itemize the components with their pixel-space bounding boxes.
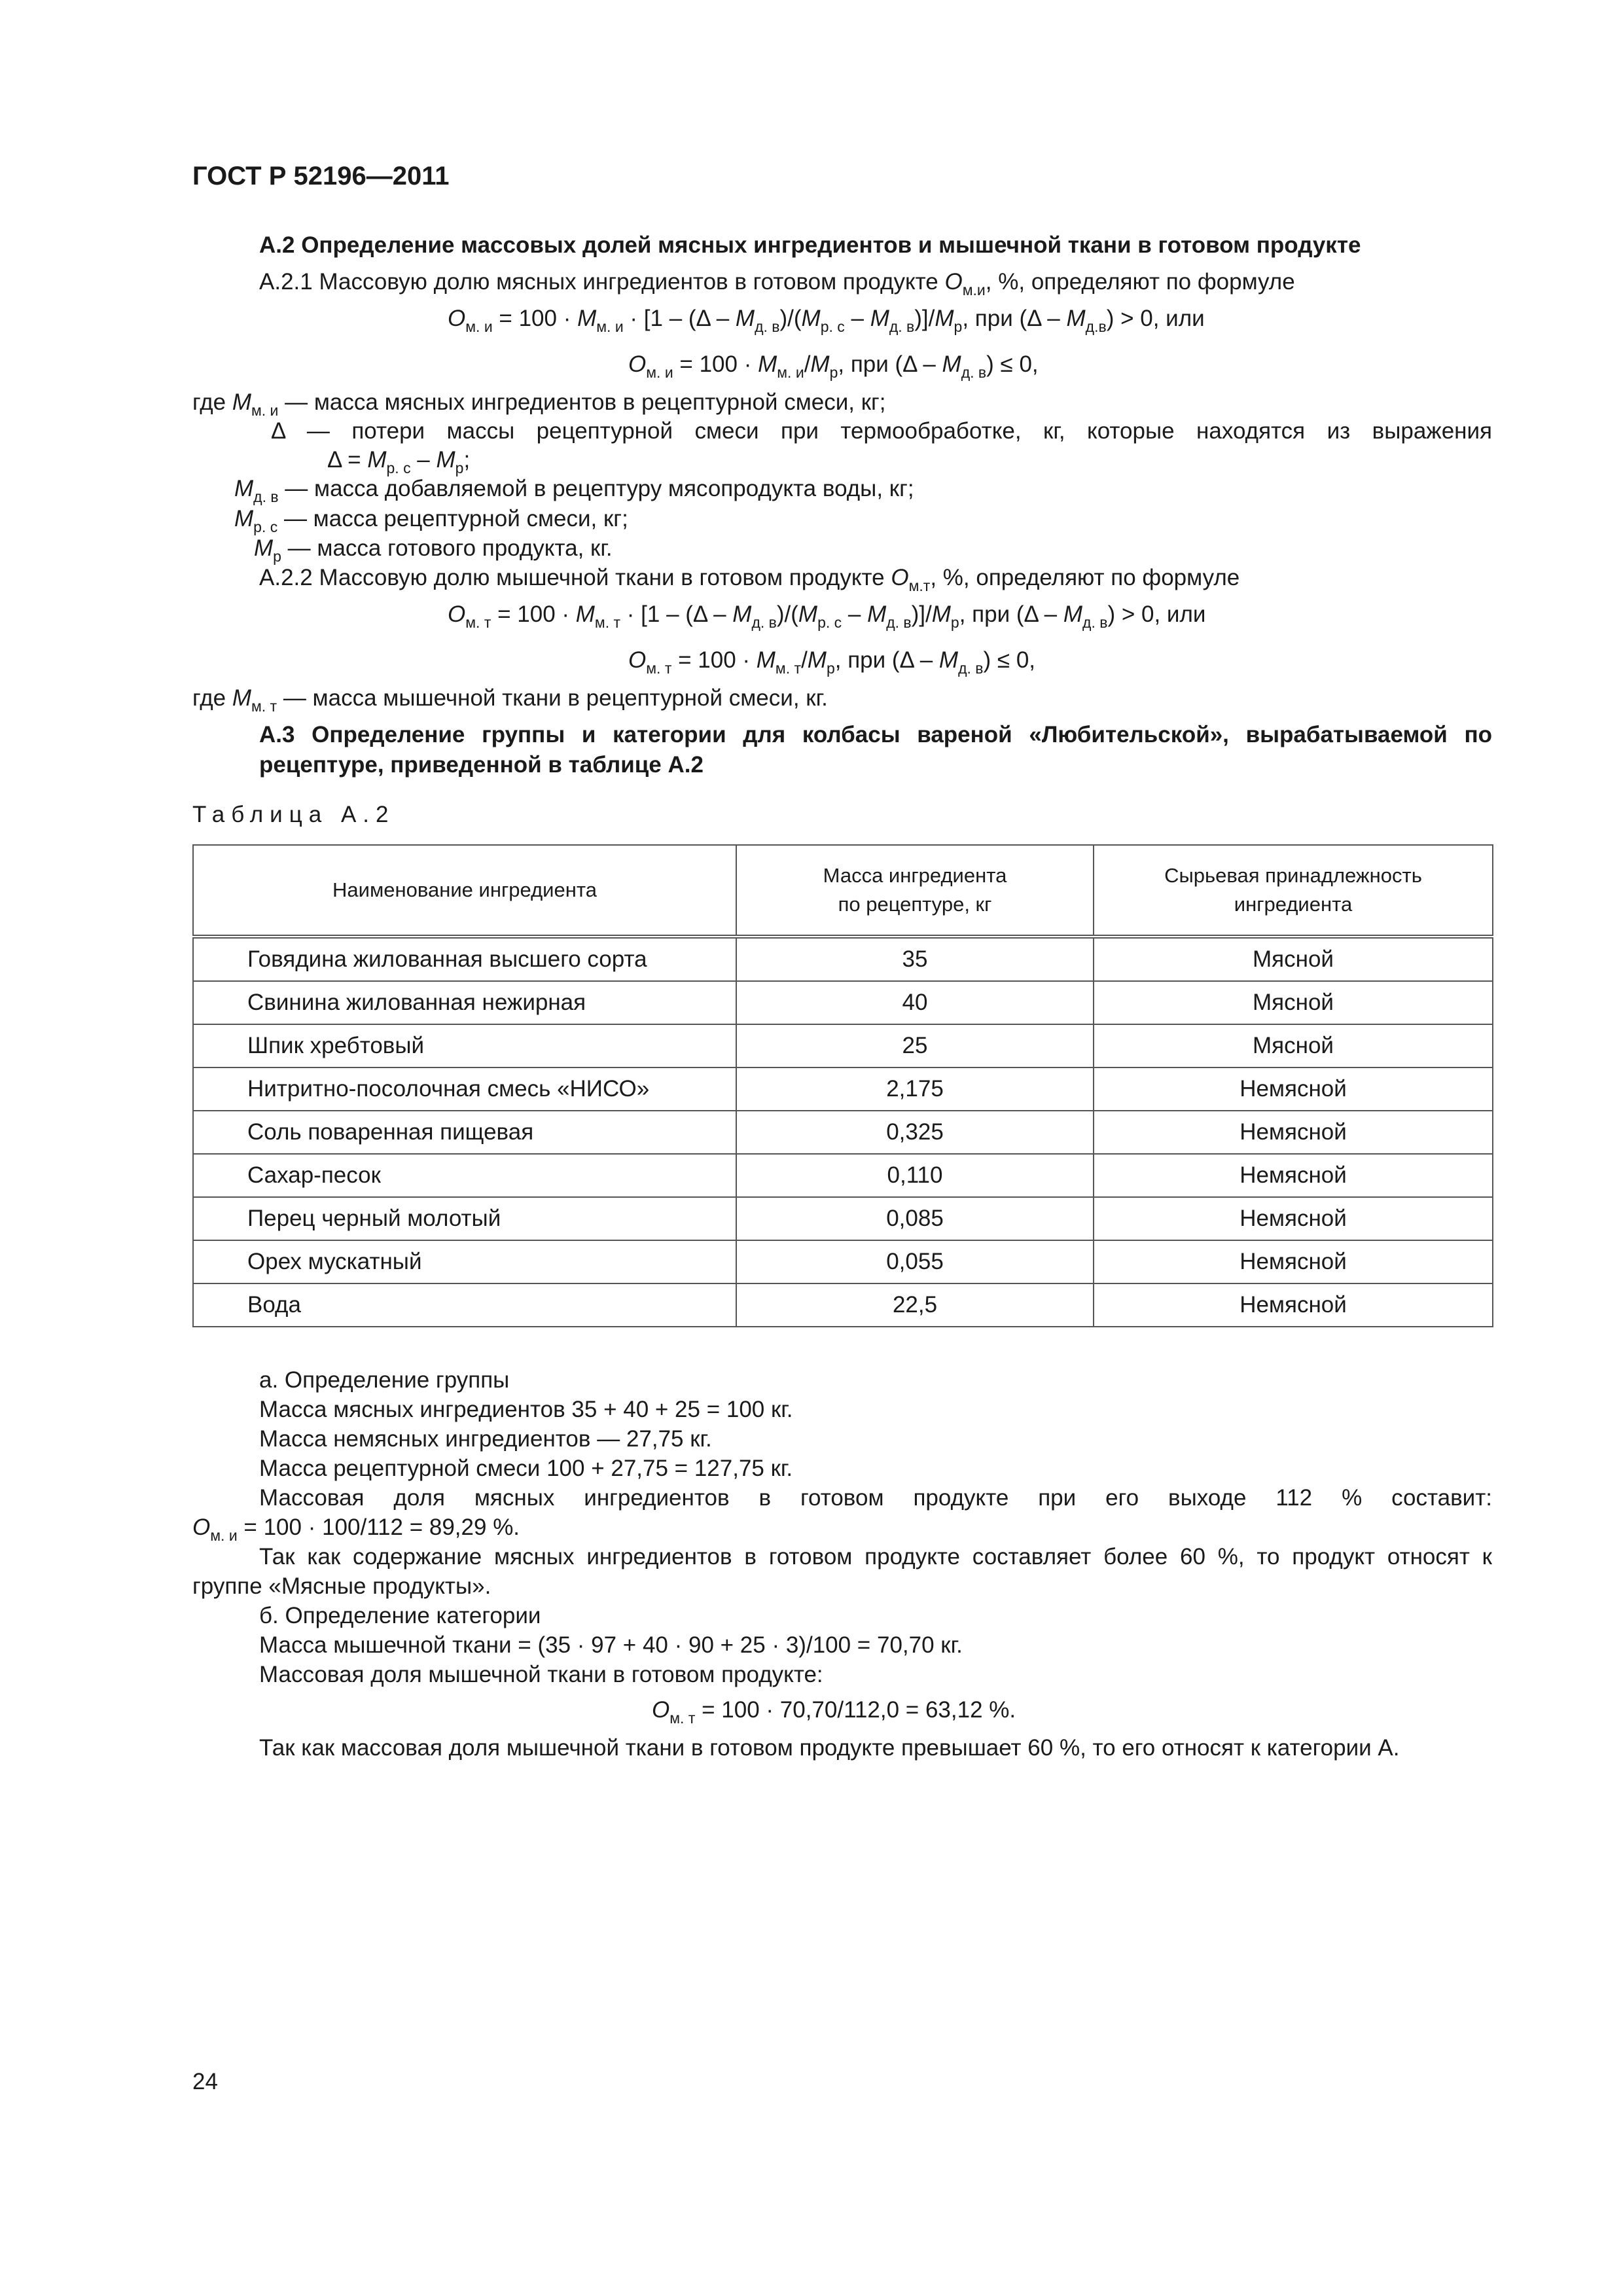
math-text: , при (Δ – <box>834 647 939 673</box>
calc-muscle-mass: Масса мышечной ткани = (35 · 97 + 40 · 90 + 25 · 3)/100 = 70,70 кг. <box>259 1632 963 1658</box>
math-subscript: м. т <box>465 614 491 631</box>
header-raw-type <box>1094 845 1493 937</box>
cell-name: Нитритно-посолочная смесь «НИСО» <box>193 1067 736 1111</box>
cell-name: Перец черный молотый <box>193 1197 736 1240</box>
cell-mass: 40 <box>736 981 1094 1024</box>
math-subscript: д. в <box>1082 614 1108 631</box>
math-subscript: р. с <box>820 318 845 335</box>
math-symbol: М <box>735 306 755 331</box>
math-text: – <box>842 601 868 627</box>
delta-expression <box>327 445 470 475</box>
cell-name: Говядина жилованная высшего сорта <box>193 937 736 981</box>
formula-4 <box>628 645 1035 675</box>
math-symbol: О <box>652 1697 670 1723</box>
math-text: ) ≤ 0, <box>983 647 1036 673</box>
math-subscript: р. с <box>386 459 411 476</box>
math-subscript: м. и <box>210 1527 238 1544</box>
math-subscript: д.в <box>1085 318 1107 335</box>
definition-text: где <box>192 685 232 711</box>
math-symbol: М <box>234 506 254 531</box>
calc-muscle-share-text: Массовая доля мышечной ткани в готовом продукте: <box>259 1662 823 1687</box>
cell-type: Немясной <box>1094 1197 1493 1240</box>
definition-text: — масса мышечной ткани в рецептурной смеси, кг. <box>277 685 828 711</box>
cell-type: Немясной <box>1094 1240 1493 1283</box>
header-label: по рецептуре, кг <box>838 893 992 916</box>
math-subscript: м.т <box>908 577 931 594</box>
definition-text: — масса добавляемой в рецептуру мясопродукта воды, кг; <box>278 476 914 501</box>
math-text: , при (Δ – <box>962 306 1067 331</box>
math-symbol: О <box>628 647 647 673</box>
calc-meat-share-formula <box>192 1513 520 1542</box>
header-ingredient-name <box>193 845 736 937</box>
calc-group-conclusion: Так как содержание мясных ингредиентов в готовом продукте составляет более 60 %, то продукт относят к <box>259 1544 1492 1570</box>
math-symbol: М <box>367 447 387 473</box>
math-text: ; <box>463 447 471 473</box>
math-symbol: М <box>577 306 597 331</box>
math-subscript: м. и <box>777 364 804 381</box>
math-text: – <box>410 447 437 473</box>
math-text: ) > 0, или <box>1107 601 1206 627</box>
math-text: / <box>804 351 811 377</box>
cell-mass: 0,325 <box>736 1111 1094 1154</box>
math-subscript: м.и <box>962 281 986 298</box>
math-symbol: М <box>1066 306 1086 331</box>
table-row <box>193 1024 1493 1067</box>
math-subscript: д. в <box>889 318 915 335</box>
cell-mass: 0,055 <box>736 1240 1094 1283</box>
math-text: , при (Δ – <box>838 351 942 377</box>
paragraph-a22 <box>259 563 1240 592</box>
math-subscript: р <box>829 364 838 381</box>
definition-text: — масса рецептурной смеси, кг; <box>277 506 628 531</box>
cell-name: Свинина жилованная нежирная <box>193 981 736 1024</box>
cell-mass: 22,5 <box>736 1283 1094 1327</box>
calc-category-title: б. Определение категории <box>259 1603 541 1628</box>
math-subscript: р <box>273 548 281 565</box>
math-subscript: м. т <box>646 660 672 677</box>
math-subscript: д. в <box>253 488 279 505</box>
math-subscript: р <box>950 614 959 631</box>
math-text: )/( <box>776 601 798 627</box>
math-subscript: м. и <box>251 402 279 419</box>
math-subscript: р <box>954 318 963 335</box>
page-number: 24 <box>192 2069 218 2094</box>
math-subscript: м. и <box>465 318 493 335</box>
cell-mass: 25 <box>736 1024 1094 1067</box>
formula-1 <box>448 304 1205 333</box>
math-text: ) ≤ 0, <box>986 351 1039 377</box>
calc-group-title: а. Определение группы <box>259 1367 510 1393</box>
math-symbol: М <box>732 601 752 627</box>
math-symbol: М <box>798 601 818 627</box>
math-subscript: д. в <box>755 318 780 335</box>
cell-name: Соль поваренная пищевая <box>193 1111 736 1154</box>
cell-mass: 0,085 <box>736 1197 1094 1240</box>
header-label: ингредиента <box>1234 893 1353 916</box>
math-symbol: М <box>1063 601 1083 627</box>
table-row <box>193 937 1493 981</box>
header-label: Масса ингредиента <box>823 864 1007 887</box>
definition-m-r <box>254 533 613 563</box>
math-symbol: М <box>935 306 954 331</box>
math-subscript: м. т <box>251 698 277 715</box>
header-label: Сырьевая принадлежность <box>1164 864 1422 887</box>
math-text: = 100 · <box>492 306 578 331</box>
paragraph-text: А.2.1 Массовую долю мясных ингредиентов в готовом продукте <box>259 269 945 295</box>
math-text: Δ = <box>327 447 368 473</box>
math-text: )]/ <box>914 306 935 331</box>
table-row <box>193 1111 1493 1154</box>
math-text: = 100 · <box>673 351 758 377</box>
math-text: )]/ <box>911 601 932 627</box>
math-subscript: м. т <box>669 1710 696 1727</box>
definition-text: — масса готового продукта, кг. <box>281 535 613 561</box>
math-text: = 100 · 70,70/112,0 = 63,12 %. <box>695 1697 1016 1723</box>
definition-text: — масса мясных ингредиентов в рецептурной смеси, кг; <box>278 389 886 415</box>
paragraph-text: А.2.2 Массовую долю мышечной ткани в готовом продукте <box>259 565 891 590</box>
math-subscript: р. с <box>817 614 842 631</box>
cell-type: Мясной <box>1094 1024 1493 1067</box>
table-row <box>193 981 1493 1024</box>
math-symbol: О <box>944 269 963 295</box>
table-row <box>193 1283 1493 1327</box>
math-symbol: О <box>448 306 466 331</box>
math-text: = 100 · <box>671 647 757 673</box>
section-a3-title-line2: рецептуре, приведенной в таблице А.2 <box>259 752 704 778</box>
math-symbol: М <box>870 306 889 331</box>
definition-m-mi <box>192 387 886 417</box>
math-symbol: М <box>756 647 776 673</box>
math-symbol: М <box>254 535 274 561</box>
cell-type: Мясной <box>1094 937 1493 981</box>
cell-type: Немясной <box>1094 1154 1493 1197</box>
math-subscript: д. в <box>958 660 984 677</box>
table-row <box>193 1154 1493 1197</box>
math-text: = 100 · <box>491 601 576 627</box>
math-text: )/( <box>779 306 802 331</box>
math-symbol: М <box>436 447 455 473</box>
paragraph-a21 <box>259 267 1295 296</box>
math-subscript: м. и <box>646 364 673 381</box>
math-symbol: М <box>232 685 251 711</box>
math-subscript: м. т <box>775 660 802 677</box>
formula-2 <box>628 350 1039 379</box>
cell-type: Немясной <box>1094 1067 1493 1111</box>
math-symbol: О <box>192 1515 211 1540</box>
definition-text: где <box>192 389 232 415</box>
math-symbol: М <box>942 351 961 377</box>
definition-delta: Δ — потери массы рецептурной смеси при термообработке, кг, которые находятся из выражения <box>271 418 1492 444</box>
table-caption: Таблица А.2 <box>192 802 395 827</box>
document-code: ГОСТ Р 52196—2011 <box>192 162 450 190</box>
table-row <box>193 1197 1493 1240</box>
cell-mass: 0,110 <box>736 1154 1094 1197</box>
section-a3-title-line1: А.3 Определение группы и категории для колбасы вареной «Любительской», вырабатываемой по <box>259 722 1492 747</box>
calc-category-conclusion: Так как массовая доля мышечной ткани в готовом продукте превышает 60 %, то его относят к категории А. <box>259 1735 1400 1761</box>
formula-3 <box>448 600 1205 629</box>
math-symbol: М <box>938 647 959 673</box>
header-mass <box>736 845 1094 937</box>
math-text: · [1 – (Δ – <box>620 601 733 627</box>
math-text: – <box>844 306 870 331</box>
math-subscript: м. и <box>596 318 624 335</box>
math-text: ) > 0, или <box>1106 306 1205 331</box>
paragraph-text: , %, определяют по формуле <box>985 269 1295 295</box>
section-a2-title: А.2 Определение массовых долей мясных ингредиентов и мышечной ткани в готовом продукте <box>259 232 1361 258</box>
math-symbol: О <box>891 565 909 590</box>
table-row <box>193 1240 1493 1283</box>
calc-muscle-share-formula <box>652 1695 1016 1725</box>
table-header-row <box>193 845 1493 937</box>
cell-name: Вода <box>193 1283 736 1327</box>
math-subscript: д. в <box>886 614 912 631</box>
table-row <box>193 1067 1493 1111</box>
math-subscript: р <box>826 660 835 677</box>
calc-mix-mass: Масса рецептурной смеси 100 + 27,75 = 127,75 кг. <box>259 1456 793 1481</box>
math-symbol: М <box>575 601 595 627</box>
math-symbol: М <box>232 389 251 415</box>
calc-meat-mass: Масса мясных ингредиентов 35 + 40 + 25 = 100 кг. <box>259 1397 793 1422</box>
math-symbol: О <box>448 601 466 627</box>
cell-mass: 35 <box>736 937 1094 981</box>
cell-type: Немясной <box>1094 1111 1493 1154</box>
definition-m-dv <box>234 474 914 503</box>
math-subscript: р. с <box>253 518 278 535</box>
math-subscript: д. в <box>961 364 987 381</box>
calc-meat-share-text: Массовая доля мясных ингредиентов в готовом продукте при его выходе 112 % составит: <box>259 1485 1492 1511</box>
math-text: · [1 – (Δ – <box>623 306 736 331</box>
cell-mass: 2,175 <box>736 1067 1094 1111</box>
math-subscript: р <box>455 459 464 476</box>
math-text: = 100 · 100/112 = 89,29 %. <box>237 1515 520 1540</box>
cell-type: Мясной <box>1094 981 1493 1024</box>
ingredients-table <box>192 844 1493 1327</box>
math-subscript: м. т <box>594 614 621 631</box>
calc-group-conclusion-cont: группе «Мясные продукты». <box>192 1573 491 1599</box>
cell-name: Сахар-песок <box>193 1154 736 1197</box>
header-label: Наименование ингредиента <box>332 878 597 901</box>
calc-nonmeat-mass: Масса немясных ингредиентов — 27,75 кг. <box>259 1426 712 1452</box>
math-symbol: М <box>810 351 830 377</box>
cell-type: Немясной <box>1094 1283 1493 1327</box>
math-symbol: М <box>807 647 827 673</box>
definition-m-rs <box>234 504 628 533</box>
math-text: , при (Δ – <box>959 601 1063 627</box>
math-symbol: М <box>234 476 254 501</box>
math-text: / <box>801 647 808 673</box>
math-symbol: О <box>628 351 647 377</box>
math-symbol: М <box>801 306 821 331</box>
paragraph-text: , %, определяют по формуле <box>930 565 1240 590</box>
cell-name: Орех мускатный <box>193 1240 736 1283</box>
math-symbol: М <box>867 601 887 627</box>
math-symbol: М <box>758 351 777 377</box>
math-symbol: М <box>931 601 951 627</box>
definition-m-mt <box>192 683 828 713</box>
math-subscript: д. в <box>751 614 777 631</box>
cell-name: Шпик хребтовый <box>193 1024 736 1067</box>
